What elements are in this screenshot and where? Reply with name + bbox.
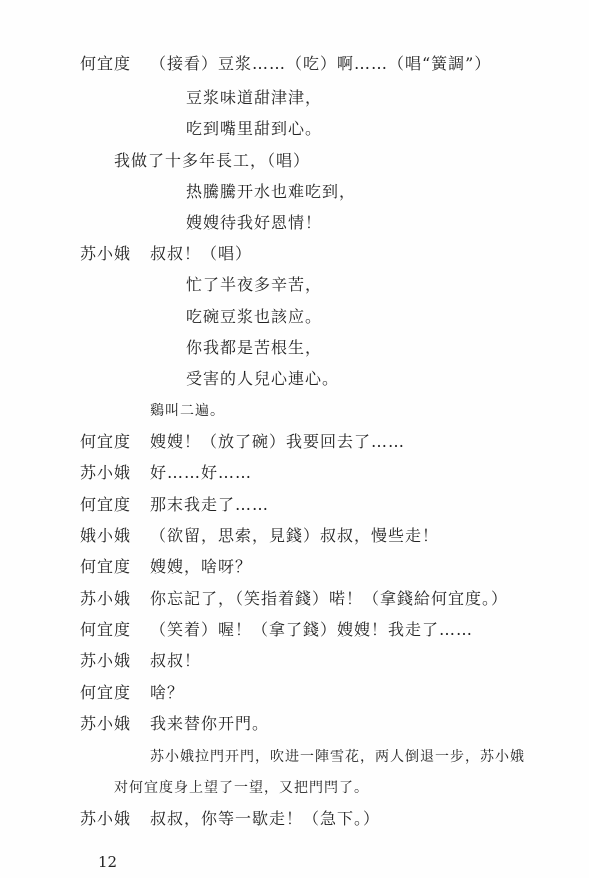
speaker-name: 苏小娥 bbox=[80, 651, 132, 670]
dialogue-text: （接看）豆浆……（吃）啊……（唱“簧調”） bbox=[150, 54, 492, 73]
dialogue-text: 叔叔！ bbox=[150, 651, 202, 670]
speaker-name: 娥小娥 bbox=[80, 526, 132, 545]
speaker-name: 何宜度 bbox=[80, 432, 132, 451]
dialogue-text: 叔叔！（唱） bbox=[150, 244, 253, 263]
speaker-name: 何宜度 bbox=[80, 683, 132, 702]
speaker-name: 苏小娥 bbox=[80, 714, 132, 733]
verse-line: 你我都是苦根生， bbox=[186, 338, 323, 357]
speaker-name: 苏小娥 bbox=[80, 809, 132, 828]
verse-line: 忙了半夜多辛苦， bbox=[186, 275, 323, 294]
stage-direction: 苏小娥拉門开門，吹进一陣雪花，两人倒退一步，苏小娥 bbox=[150, 749, 525, 765]
verse-line: 热騰騰开水也难吃到， bbox=[186, 182, 357, 201]
dialogue-text: 你忘記了，（笑指着錢）喏！（拿錢給何宜度。） bbox=[150, 589, 509, 608]
speaker-name: 何宜度 bbox=[80, 54, 132, 73]
stage-direction: 鷄叫二遍。 bbox=[150, 403, 225, 419]
speaker-name: 苏小娥 bbox=[80, 589, 132, 608]
verse-line: 吃碗豆浆也該应。 bbox=[186, 307, 323, 326]
dialogue-text: 那末我走了…… bbox=[150, 495, 270, 514]
speaker-name: 何宜度 bbox=[80, 495, 132, 514]
verse-line: 嫂嫂待我好恩情！ bbox=[186, 213, 323, 232]
dialogue-text: 啥？ bbox=[150, 683, 185, 702]
dialogue-text: 我来替你开門。 bbox=[150, 714, 270, 733]
speaker-name: 何宜度 bbox=[80, 620, 132, 639]
dialogue-text: 嫂嫂！（放了碗）我要回去了…… bbox=[150, 432, 406, 451]
dialogue-continuation: 我做了十多年長工，（唱） bbox=[114, 151, 311, 170]
stage-direction: 对何宜度身上望了一望，又把門閂了。 bbox=[114, 780, 369, 796]
dialogue-text: 好……好…… bbox=[150, 463, 253, 482]
speaker-name: 苏小娥 bbox=[80, 463, 132, 482]
dialogue-text: （笑着）喔！（拿了錢）嫂嫂！我走了…… bbox=[150, 620, 474, 639]
dialogue-text: 嫂嫂，啥呀？ bbox=[150, 557, 253, 576]
verse-line: 受害的人兒心連心。 bbox=[186, 369, 340, 388]
dialogue-text: 叔叔，你等一歇走！（急下。） bbox=[150, 809, 381, 828]
speaker-name: 苏小娥 bbox=[80, 244, 132, 263]
speaker-name: 何宜度 bbox=[80, 557, 132, 576]
dialogue-text: （欲留，思索，見錢）叔叔，慢些走！ bbox=[150, 526, 440, 545]
verse-line: 豆浆味道甜津津， bbox=[186, 88, 323, 107]
page-number: 12 bbox=[98, 853, 118, 871]
verse-line: 吃到嘴里甜到心。 bbox=[186, 119, 323, 138]
